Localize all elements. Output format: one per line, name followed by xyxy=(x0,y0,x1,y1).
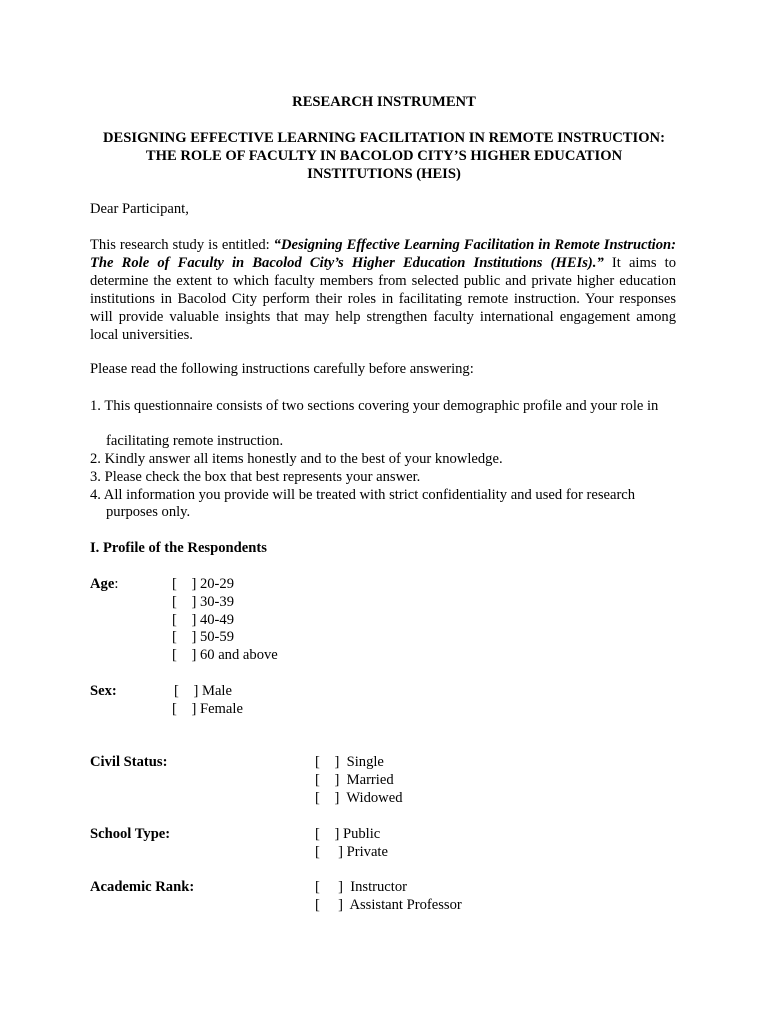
age-label: Age xyxy=(90,576,115,592)
section-title-profile: I. Profile of the Respondents xyxy=(90,540,267,556)
instruction-item-1-line-1: 1. This questionnaire consists of two sections covering your demographic profile and your role in xyxy=(90,398,659,414)
civil-status-option-married[interactable]: [ ] Married xyxy=(315,772,394,788)
instruction-item-4-line-1: 4. All information you provide will be treated with strict confidentiality and used for research xyxy=(90,487,636,503)
intro-prefix: This research study is entitled: xyxy=(90,237,274,253)
civil-status-label: Civil Status: xyxy=(90,754,168,770)
study-heading-line-2: THE ROLE OF FACULTY IN BACOLOD CITY’S HIGHER EDUCATION xyxy=(145,148,623,164)
civil-status-option-single[interactable]: [ ] Single xyxy=(315,754,384,770)
age-option-40-49[interactable]: [ ] 40-49 xyxy=(172,612,235,628)
study-heading-line-3: INSTITUTIONS (HEIS) xyxy=(307,166,461,182)
age-option-30-39[interactable]: [ ] 30-39 xyxy=(172,594,235,610)
civil-status-option-widowed[interactable]: [ ] Widowed xyxy=(315,790,403,806)
school-type-option-public[interactable]: [ ] Public xyxy=(315,826,381,842)
sex-option-female[interactable]: [ ] Female xyxy=(172,701,243,717)
sex-label: Sex: xyxy=(90,683,117,699)
instruction-item-3: 3. Please check the box that best represents your answer. xyxy=(90,469,421,485)
intro-paragraph xyxy=(90,236,676,344)
school-type-label: School Type: xyxy=(90,826,171,842)
age-label-colon: : xyxy=(114,576,119,592)
instructions-lead: Please read the following instructions carefully before answering: xyxy=(90,361,474,377)
academic-rank-label: Academic Rank: xyxy=(90,879,195,895)
instruction-item-4-line-2: purposes only. xyxy=(106,504,191,520)
age-label-group xyxy=(90,575,118,593)
greeting: Dear Participant, xyxy=(90,201,189,217)
school-type-option-private[interactable]: [ ] Private xyxy=(315,844,388,860)
instruction-item-2: 2. Kindly answer all items honestly and to the best of your knowledge. xyxy=(90,451,503,467)
study-title: “Designing Effective Learning Facilitation in Remote Instruction: The Role of Faculty in Bacolod City’s Higher Education Institutions (HEIs).” xyxy=(90,237,676,271)
study-heading-line-1: DESIGNING EFFECTIVE LEARNING FACILITATION IN REMOTE INSTRUCTION: xyxy=(103,130,665,146)
academic-rank-option-instructor[interactable]: [ ] Instructor xyxy=(315,879,407,895)
age-option-50-59[interactable]: [ ] 50-59 xyxy=(172,629,235,645)
sex-option-male[interactable]: [ ] Male xyxy=(174,683,232,699)
intro-body: It aims to determine the extent to which faculty members from selected public and private higher education institutions in Bacolod City perform their roles in facilitating remote instruction. Your responses will provide valuable insights that may help strengthen faculty international engagement among local universities. xyxy=(90,255,677,343)
academic-rank-option-assistant-professor[interactable]: [ ] Assistant Professor xyxy=(315,897,462,913)
instruction-item-1-line-2: facilitating remote instruction. xyxy=(106,433,284,449)
age-option-20-29[interactable]: [ ] 20-29 xyxy=(172,576,235,592)
age-option-60-above[interactable]: [ ] 60 and above xyxy=(172,647,278,663)
document-title: RESEARCH INSTRUMENT xyxy=(292,94,476,110)
